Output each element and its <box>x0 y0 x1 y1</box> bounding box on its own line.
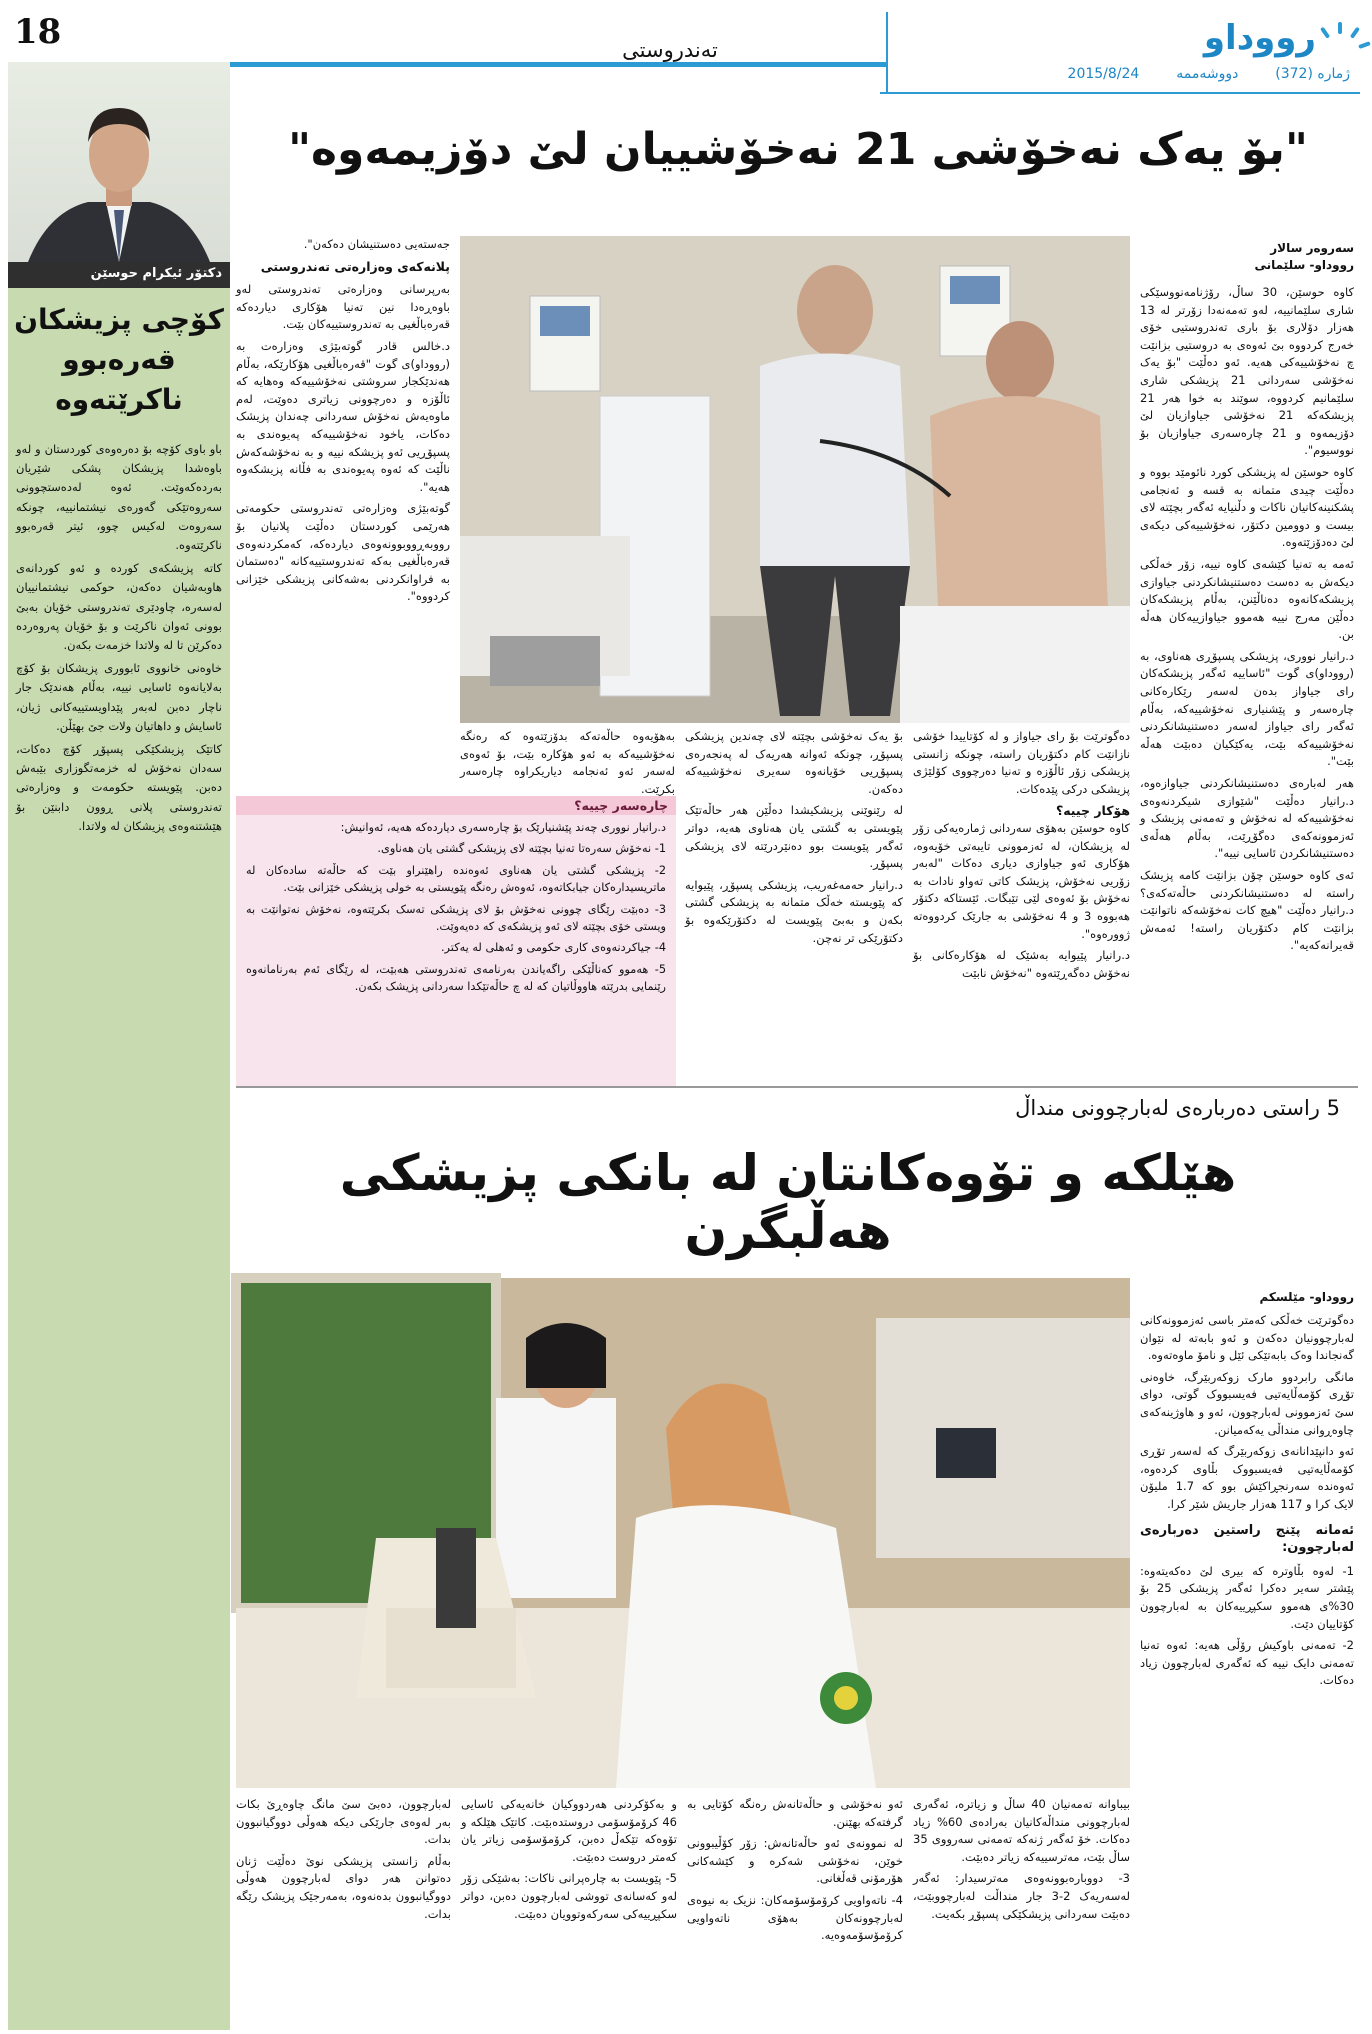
byline-name: سەروەر سالار <box>1270 241 1354 255</box>
article1-paragraph: د.خالس قادر گوتەبێژی وەزارەت بە (رووداو)ی گوت "قەرەباڵغیی هۆکارێکە، بەڵام هەندێکجار سروشتی نەخۆشییەکە وەهایە کە ئاڵۆزە و دەرچوونی زیاتری دەوێت، لەم ماوەیەش نەخۆش سەردانی چەندان پزیشک دەکات، یاخود نەخۆشییەکە پەیوەندی بە پسپۆڕیی ئەو پزیشکە نییە و بە نەخۆشەکەش ناڵێت کە ئەوە پەیوەندی بە فڵانە پزیشکەوە هەیە". <box>236 338 450 494</box>
article2-paragraph: 5- پێویست بە چارەپرانی ناکات: بەشێکی زۆر لەو کەسانەی تووشی لەبارچوون دەبن، دواتر سکپڕییەکی سەرکەوتوویان دەبێت. <box>461 1871 677 1921</box>
issue-date: 2015/8/24 <box>1067 66 1140 82</box>
column-title-line-1: کۆچی پزیشکان <box>14 303 224 336</box>
solution-box-body <box>236 815 676 1004</box>
article2-paragraph: ئەو نەخۆشی و حاڵەتانەش رەنگە کۆتایی بە گرفتەکە بهێنن. <box>687 1797 903 1829</box>
article1-col2 <box>913 728 1130 1004</box>
solution-box-intro: د.رانیار نووری چەند پێشنیارێک بۆ چارەسەری دیاردەکە هەیە، ئەوانیش: <box>340 821 666 834</box>
column-title-line-3: ناکرێتەوە <box>55 383 183 416</box>
column-title-line-2: قەرەبوو <box>62 343 176 376</box>
article1-subhead-plan: پلانەکەی وەزارەتی تەندروستی <box>260 258 450 274</box>
article1-headline: "بۆ یەک نەخۆشی 21 نەخۆشییان لێ دۆزیمەوە" <box>288 124 1308 175</box>
author-name-bar: دکتۆر ئیکرام حوسێن <box>8 262 230 288</box>
section-title: تەندروستی <box>622 38 718 62</box>
article1-paragraph: بۆ یەک نەخۆشی بچێتە لای چەندین پزیشکی پسپۆڕ، چونکە ئەوانە هەریەک لە پەنجەرەی پسپۆڕیی خۆیانەوە سەیری نەخۆشییەکە دەکەن. <box>685 729 903 796</box>
article1-col1 <box>1140 284 1354 1004</box>
article1-paragraph: کاوە حوسێن لە پزیشکی کورد نائومێد بووە و دەڵێت چیدی متمانە بە قسە و ئەنجامی پشکنینەکانیان ناکات و دڵنیایە ئەگەر بچێتە لای بیست و دوومین دکتۆر، نەخۆشییەکی دیکەی لێ دەدۆزێتەوە. <box>1140 464 1354 550</box>
issue-number: ژمارە (372) <box>1275 66 1350 82</box>
solution-box-item: 3- دەبێت رێگای چوونی نەخۆش بۆ لای پزیشکی تەسک بکرێتەوە، نەخۆش نەتوانێت بە ویستی خۆی بچێتە لای ئەو پزیشکەی کە دەیەوێت. <box>246 902 666 934</box>
article2-paragraph: مانگی رابردوو مارک زوکەربێرگ، خاوەنی تۆڕی کۆمەڵایەتیی فەیسبووک گوتی، دوای سێ ئەزموونی لەبارچوون، ئەو و هاوژینەکەی چاوەڕوانی منداڵی یەکەمیانن. <box>1140 1369 1354 1437</box>
solution-box <box>236 796 676 1086</box>
article1-col4 <box>460 728 675 796</box>
article1-paragraph: ئەی کاوە حوسێن چۆن بزانێت کامە پزیشک راستە لە دەستنیشانکردنی حاڵەتەکەی؟ د.رانیار دەڵێت "هیچ کات نەخۆشەکە ناتوانێت بزانێت کام دکتۆریان راستە! ئەمەش قەیرانەکەیە". <box>1140 868 1354 953</box>
article1-paragraph: لە رێنوێنی پزیشکیشدا دەڵێن هەر حاڵەتێک پێویستی بە گشتی یان هەناوی هەیە، دواتر ئەگەر پێویست بوو دەنێردرێتە لای پزیشکی پسپۆڕ. <box>685 803 903 871</box>
author-photo <box>8 62 230 262</box>
article2-kicker: 5 راستی دەربارەی لەبارچوونی منداڵ <box>1015 1096 1340 1120</box>
solution-box-item: 2- پزیشکی گشتی یان هەناوی ئەوەندە راهێنراو بێت کە حاڵەتە سادەکان لە ماتریسیدارەکان جیابکاتەوە، ئەوەش رەنگە پێویستی بە خولی پزیشکی خێزانی بێت. <box>246 863 666 895</box>
column-body <box>16 440 222 2020</box>
article2-col1 <box>1140 1312 1354 2032</box>
article2-paragraph: لە نموونەی ئەو حاڵەتانەش: زۆر کۆڵیبوونی خوێن، نەخۆشی شەکرە و کێشەکانی هۆرمۆنی قەڵغانی. <box>687 1836 903 1886</box>
article2-paragraph: 3- دووبارەبوونەوەی مەترسیدار: ئەگەر لەسەریەک 2-3 جار منداڵت لەبارچووبێت، دەبێت سەردانی پزیشکێکی پسپۆڕ بکەیت. <box>913 1871 1131 1921</box>
article2-paragraph: بیباوانە تەمەنیان 40 ساڵ و زیاترە، ئەگەری لەبارچوونی منداڵەکانیان بەرادەی 60% زیاد دەکات. خۆ ئەگەر ژنەکە تەمەنی سەرووی 35 ساڵ بێت، مەترسییەکە زیاتر دەبێت. <box>913 1797 1130 1864</box>
article2-subhead-facts: ئەمانە پێنج راستین دەربارەی لەبارچوون: <box>1140 1522 1354 1556</box>
column-paragraph: باو باوی کۆچە بۆ دەرەوەی کوردستان و لەو باوەشدا پزیشکان پشکی شێریان بەردەکەوێت. ئەوە لەدەستچوونی سەروەتێکی گەورەی نیشتمانییە، چونکە سەروەت لەکیس چوو، ئیتر قەرەبوو ناکرێتەوە. <box>16 442 222 553</box>
solution-box-item: 5- هەموو کەناڵێکی راگەیاندن بەرنامەی تەندروستی هەبێت، لە رێگای ئەم بەرنامانەوە رێنمایی بدرێتە هاووڵاتیان کە لە چ حاڵەتێکدا سەردانی پزیشک بکەن. <box>246 962 666 994</box>
article1-subhead-cause: هۆکار چییە؟ <box>1055 803 1130 819</box>
article1-paragraph: کاوە حوسێن بەهۆی سەردانی ژمارەیەکی زۆر لە پزیشکان، لە ئەزموونی تایبەتی خۆیەوە، هۆکاری ئەو جیاوازی دیاری دەکات "لەبەر زۆریی نەخۆش، پزیشک کاتی تەواو نادات بە نەخۆش بۆ ئەوەی لێی تێبگات. ئێستاکە دکتۆر هەبووە 3 و 4 نەخۆشی بە جارێک کردووەتە ژوورەوە". <box>913 820 1130 941</box>
article2-col2 <box>913 1796 1130 2028</box>
article2-col3 <box>687 1796 903 2028</box>
byline-place: رووداو- سلێمانی <box>1254 258 1354 272</box>
article1-paragraph: دەگوترێت بۆ رای جیاواز و لە کۆتاییدا خۆشی نازانێت کام دکتۆریان راستە، چونکە زانستی پزیشکی زۆر ئاڵۆزە و تەنیا دەرچووی کۆلێژی پزیشکی درکی پێدەکات. <box>913 729 1130 796</box>
article2-paragraph: دەگوترێت خەڵکی کەمتر باسی ئەزموونەکانی لەبارچوونیان دەکەن و ئەو بابەتە لە نێوان گەنجاندا وەک بابەتێکی ئێل و نامۆ ماوەتەوە. <box>1140 1313 1354 1363</box>
article2-fact: 1- لەوە بڵاوترە کە بیری لێ دەکەیتەوە: پێشتر سەیر دەکرا ئەگەر پزیشکی 25 بۆ 30%ی هەموو سکپڕییەکان بە لەبارچوون کۆتاییان دێت. <box>1140 1563 1354 1631</box>
article2-paragraph: و بەکۆکردنی هەردووکیان خانەیەکی ئاسایی 46 کرۆمۆسۆمی دروستدەبێت. کاتێک هێلکە و تۆوەکە تێکەڵ دەبن، کرۆمۆسۆمی زیاتر یان کەمتر دروست دەبێت. <box>461 1797 677 1864</box>
article1-paragraph: د.رانیار حەمەغەریب، پزیشکی پسپۆڕ، پێیوایە کە پێویستە خەڵک متمانە بە پزیشکی گشتی بکەن و بەبێ پێویست لە دکتۆرێکەوە بۆ دکتۆرێکی تر نەچن. <box>685 877 903 945</box>
article2-fact: 2- تەمەنی باوکیش رۆڵی هەیە: ئەوە تەنیا تەمەنی دایک نییە کە ئەگەری لەبارچوون زیاد دەکات. <box>1140 1638 1354 1688</box>
article1-paragraph: د.رانیار پێیوایە بەشێک لە هۆکارەکانی بۆ نەخۆش دەگەڕێتەوە "نەخۆش نابێت <box>913 948 1130 980</box>
article2-paragraph: لەبارچوون، دەبێ سێ مانگ چاوەڕێ بکات بەر لەوەی جارێکی دیکە هەوڵی دووگیانبوون بدات. <box>236 1797 451 1847</box>
article2-col4 <box>461 1796 677 2028</box>
column-paragraph: کاتێک پزیشکێکی پسپۆڕ کۆچ دەکات، سەدان نەخۆش لە خزمەتگوزاری بێبەش دەبن. پێویستە حکومەت و وەزارەتی تەندروستی پلانی ڕوون دابنێن بۆ هێشتنەوەی پزیشکان لە ولاتدا. <box>16 742 222 833</box>
column-title <box>14 300 224 420</box>
solution-box-item: 4- جیاکردنەوەی کاری حکومی و ئەهلی لە یەکتر. <box>440 941 666 955</box>
article1-paragraph: جەستەیی دەستنیشان دەکەن". <box>303 237 450 251</box>
header-rule-right <box>886 12 888 92</box>
article1-paragraph: بەهۆیەوە حاڵەتەکە بدۆزێتەوە کە رەنگە نەخۆشییەکە بە ئەو هۆکارە بێت، بۆ ئەوەی لەسەر ئەو ئەنجامە دیاریکراوە چارەسەر بکرێت. <box>460 729 675 796</box>
article1-paragraph: هەر لەبارەی دەستنیشانکردنی جیاوازەوە، د.رانیار دەڵێت "شێوازی شیکردنەوەی نەخۆشییەکە لە نەخۆش و تەمەنی پزیشک و ئەزموونەکەی دەگۆڕێت، بەڵام هەڵەی دەستنیشانکردن ئاسایی نییە". <box>1140 776 1354 861</box>
article1-paragraph: گوتەبێژی وەزارەتی تەندروستی حکومەتی هەرێمی کوردستان دەڵێت پلانیان بۆ رووبەڕووبوونەوەی دیاردەکە، کەمکردنەوەی قەرەباڵغیی بەکە تەندروستییەکانە "دەستمان بە فراوانکردنی بەشەکانی پزیشکی خێزانی کردووە". <box>236 501 450 604</box>
article2-headline: هێلکە و تۆوەکانتان لە بانکی پزیشکی هەڵبگرن <box>339 1144 1237 1260</box>
masthead-logo <box>1203 18 1360 68</box>
article2-col5 <box>236 1796 451 2028</box>
article1-col5 <box>236 236 450 786</box>
article2-byline: رووداو- مێلسکم <box>1259 1290 1354 1304</box>
article2-paragraph: بەڵام زانستی پزیشکی نوێ دەڵێت ژنان دەتوانن هەر دوای لەبارچوون هەوڵی دووگیانبوون بدەنەوە، بەمەرجێک پزیشک رێگە بدات. <box>236 1853 451 1921</box>
article1-col3 <box>685 728 903 1004</box>
column-paragraph: خاوەنی خانووی ئابووری پزیشکان بۆ کۆچ بەلایانەوە ئاسایی نییە، بەڵام هەندێک جار ناچار دەبن لەبەر پێداویستییەکانی ژیان، ئاسایش و داهاتیان ولات جێ بهێڵن. <box>16 661 222 733</box>
page-number: 18 <box>14 12 62 52</box>
article1-paragraph: بەرپرسانی وەزارەتی تەندروستی لەو باوەڕەدا نین تەنیا هۆکاری دیاردەکە قەرەباڵغیی بە تەندروستییەکان بێت. <box>236 282 450 332</box>
solution-box-item: 1- نەخۆش سەرەتا تەنیا بچێتە لای پزیشکی گشتی یان هەناوی. <box>377 842 666 856</box>
article2-paragraph: ئەو دانپێدانانەی زوکەربێرگ کە لەسەر تۆڕی کۆمەڵایەتیی فەیسبووک بڵاوی کردەوە، ئەوەندە سەرنجڕاکێش بوو کە 1.7 ملیۆن لایک کرا و 117 هەزار جاریش شێر کرا. <box>1140 1444 1354 1511</box>
issue-weekday: دووشەممە <box>1176 66 1239 82</box>
sunburst-icon <box>1320 20 1360 60</box>
article2-paragraph: 4- ناتەواویی کرۆمۆسۆمەکان: نزیک بە نیوەی لەبارچوونەکان بەهۆی ناتەواویی کرۆمۆسۆمەوەیە. <box>687 1892 903 1943</box>
logo-text: رووداو <box>1203 18 1316 58</box>
article1-photo <box>460 236 1130 723</box>
solution-box-title: چارەسەر چییە؟ <box>236 796 676 815</box>
column-paragraph: کاتە پزیشکەی کوردە و ئەو کوردانەی هاوبەشیان دەکەن، حوکمی نیشتمانییان لەسەرە، چاودێری تەندروستی خۆیان بەبێ بوونی ئەوان ناکرێت و بۆ خۆیان پەروەردە دەکرێن تا لە ولاتدا خزمەت بکەن. <box>16 561 222 653</box>
article2-photo <box>236 1278 1130 1788</box>
article1-paragraph: کاوە حوسێن، 30 ساڵ، رۆژنامەنووسێکی شاری سلێمانییە، لەو تەمەنەدا زۆرتر لە 13 هەزار دۆلاری بۆ باری تەندروستیی خۆی خەرج کردووە بێ ئەوەی بە دروستیی بزانێت چ نەخۆشییەکی هەیە. ئەو دەڵێت "بۆ یەک نەخۆشی سەردانی 21 پزیشکی شاری سلێمانیم کردووە، سوێند بە خوا هەر 21 پزیشکەکە 21 نەخۆشی جیاوازیان لێ دۆزیمەوە و 21 چارەسەری جیاوازیان بۆ نووسیوم". <box>1140 285 1354 458</box>
article1-paragraph: د.رانیار نووری، پزیشکی پسپۆڕی هەناوی، بە (رووداو)ی گوت "ئاساییە ئەگەر پزیشکەکان رای جیاواز بدەن لەسەر رێکارەکانی چارەسەر و پێشنیاری نەخۆشییەکە، بەڵام ئەگەر رای جیاواز لەسەر دەستنیشانکردنی نەخۆشییەکە بێت، یەکێکیان دەبێت هەڵە بێت". <box>1140 648 1354 769</box>
header-underline <box>880 92 1360 94</box>
issue-info <box>900 66 1350 82</box>
article1-byline <box>1140 240 1354 274</box>
article1-paragraph: ئەمە بە تەنیا کێشەی کاوە نییە، زۆر خەڵکی دیکەش بە دەست دەستنیشانکردنی جیاوازی پزیشکەکانەوە دەناڵێنن، بەڵام پزیشکەکان دەڵێن مەرج نییە هەموو جیاوازییەکان هەڵە بن. <box>1140 556 1354 642</box>
article-divider <box>236 1086 1358 1088</box>
